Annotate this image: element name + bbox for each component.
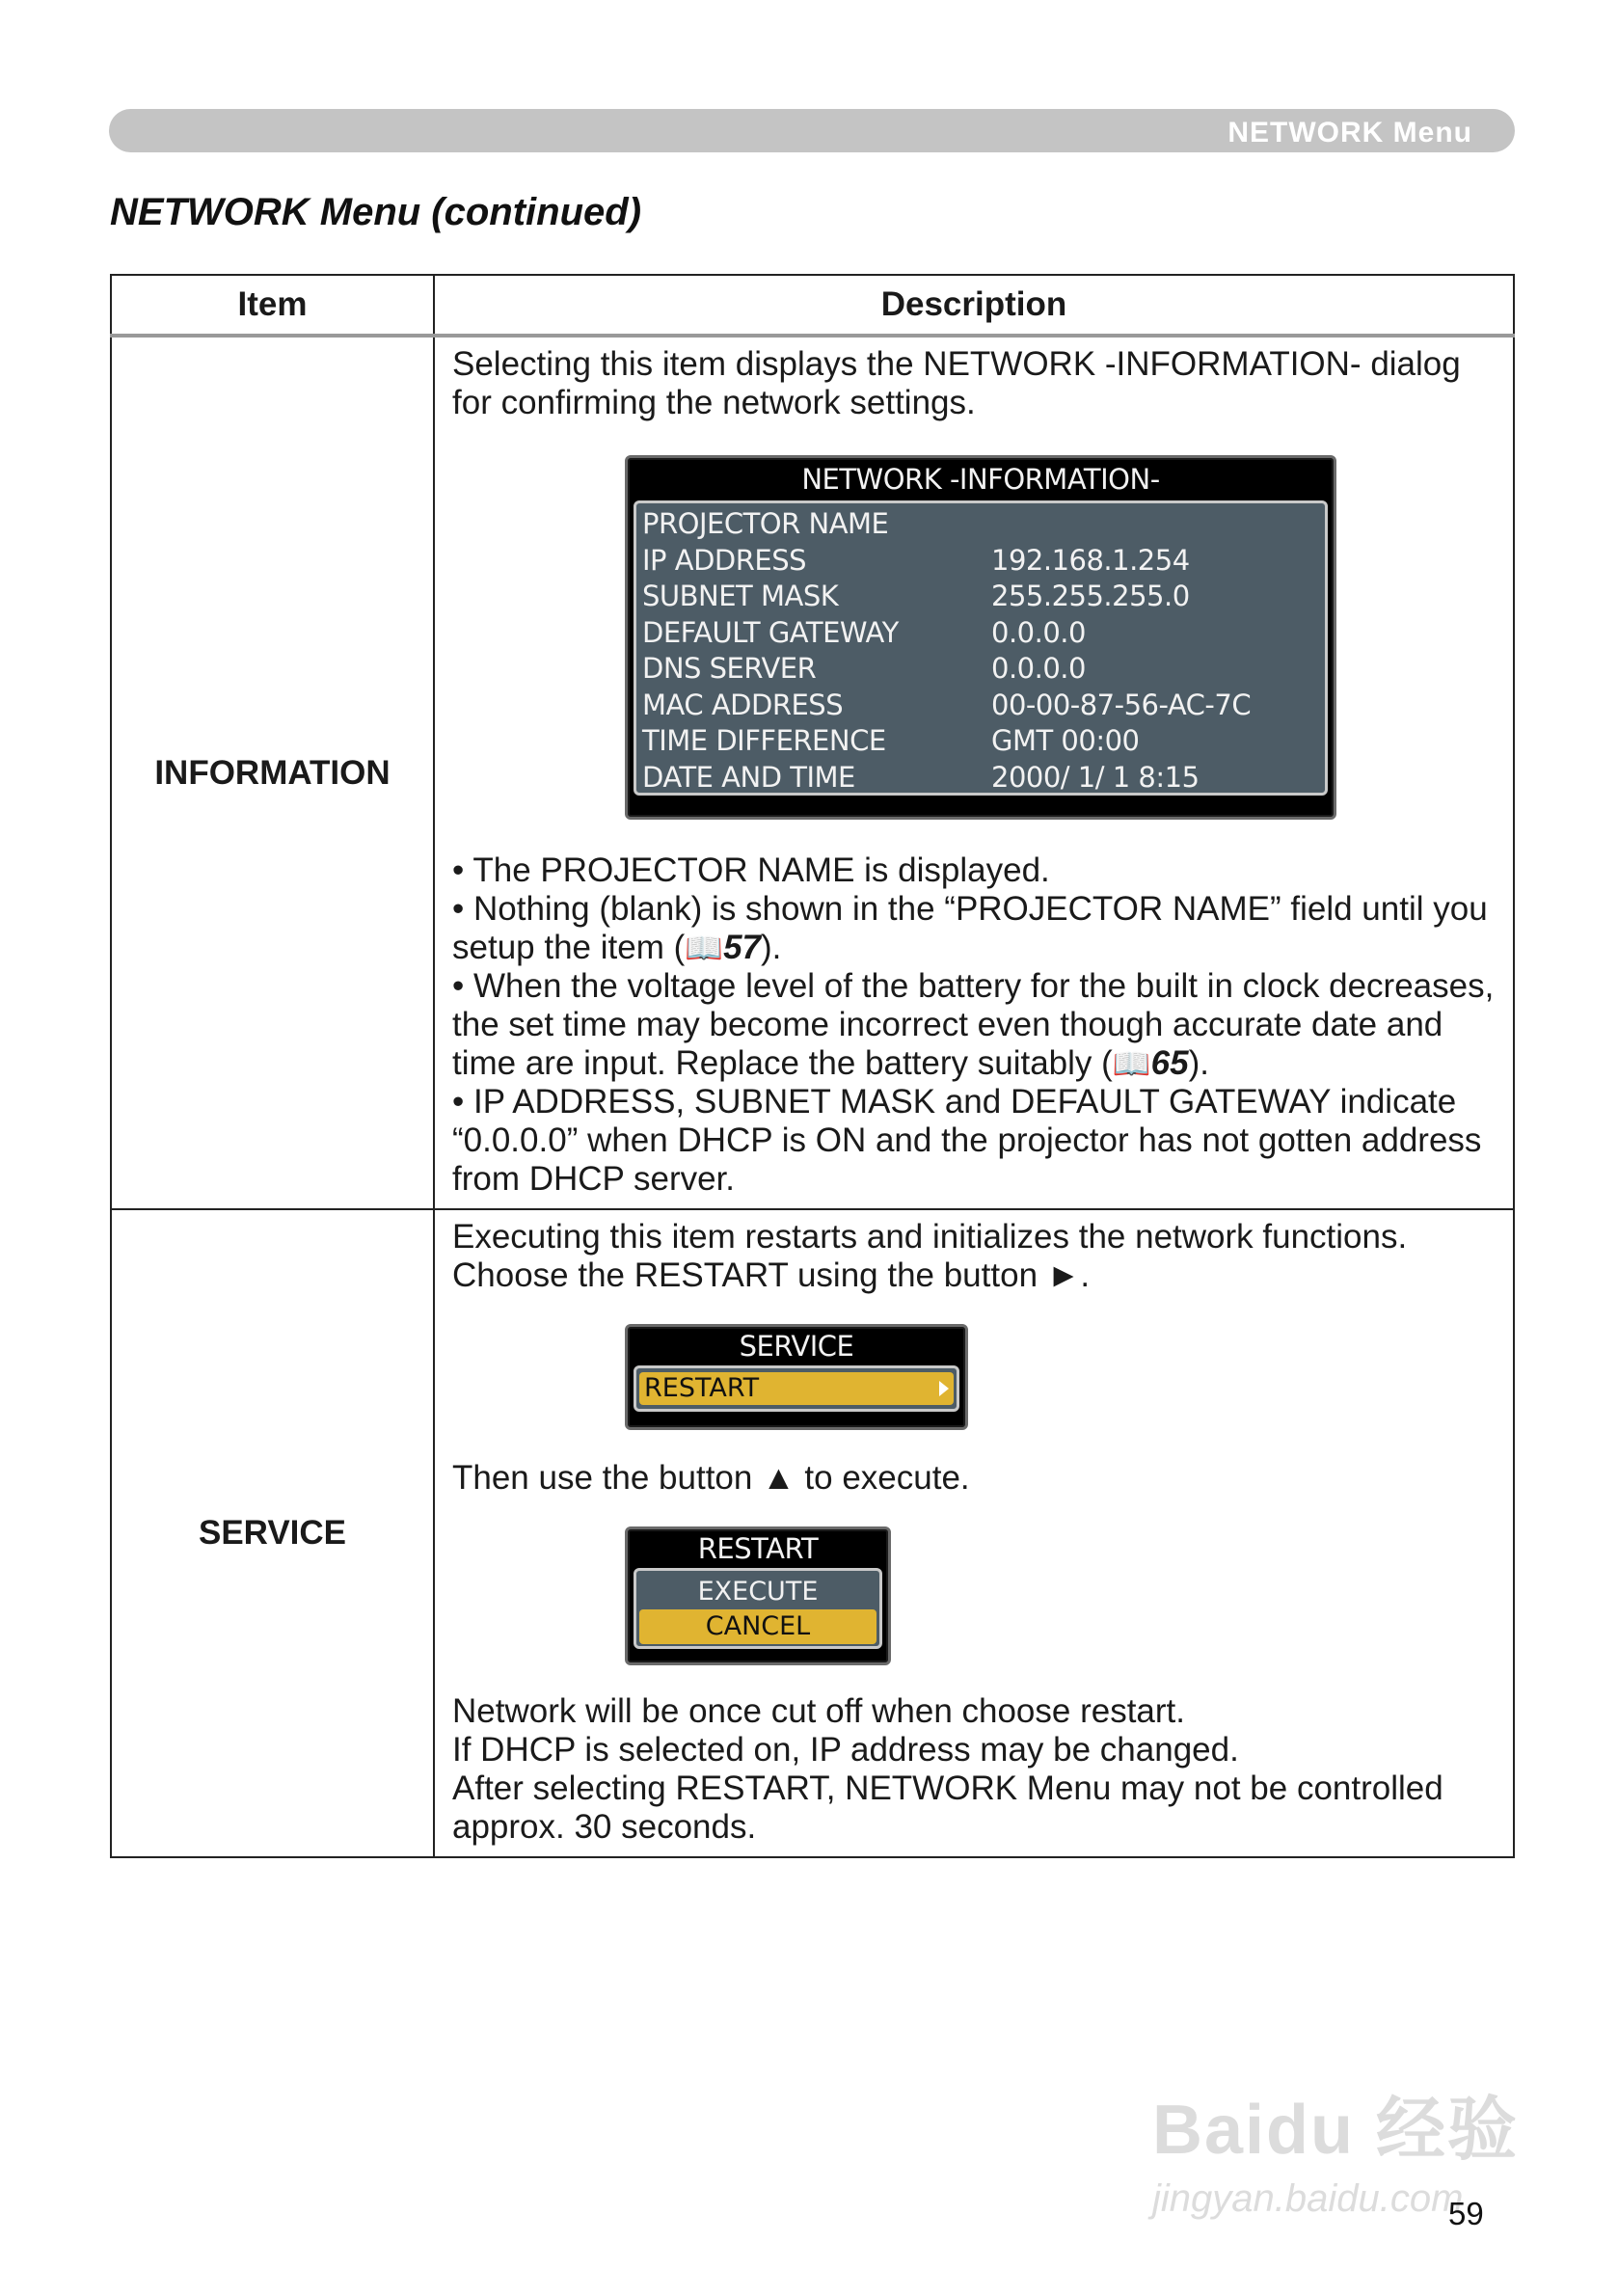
info-value: 255.255.255.0 bbox=[991, 580, 1190, 612]
info-label: DEFAULT GATEWAY bbox=[642, 615, 899, 649]
service-then-text: Then use the button ▲ to execute. bbox=[452, 1459, 970, 1497]
service-note-2: If DHCP is selected on, IP address may be changed. bbox=[452, 1731, 1239, 1769]
execute-option[interactable]: EXECUTE bbox=[697, 1577, 819, 1607]
info-row-projector-name bbox=[642, 506, 1319, 543]
watermark-logo: Baidu 经验 bbox=[1152, 2092, 1520, 2169]
column-header-description: Description bbox=[434, 275, 1514, 336]
table-header-row bbox=[111, 275, 1514, 336]
dialog-title: RESTART bbox=[697, 1532, 819, 1565]
dialog-body bbox=[634, 500, 1328, 796]
network-information-dialog bbox=[625, 455, 1336, 820]
info-value: 0.0.0.0 bbox=[991, 652, 1086, 685]
item-name-information: INFORMATION bbox=[111, 336, 434, 1209]
dialog-title: SERVICE bbox=[739, 1330, 854, 1363]
info-row-default-gateway bbox=[642, 615, 1319, 652]
option-label: RESTART bbox=[644, 1373, 760, 1403]
description-information bbox=[434, 336, 1514, 1209]
service-note-3: After selecting RESTART, NETWORK Menu may not be controlled approx. 30 seconds. bbox=[452, 1769, 1453, 1846]
table-row-service bbox=[111, 1209, 1514, 1857]
info-value: 0.0.0.0 bbox=[991, 615, 1086, 649]
restart-option[interactable] bbox=[639, 1372, 954, 1405]
info-label: SUBNET MASK bbox=[642, 580, 839, 612]
description-service bbox=[434, 1209, 1514, 1857]
info-row-time-difference bbox=[642, 723, 1319, 760]
service-intro-1: Executing this item restarts and initializes the network functions. bbox=[452, 1218, 1408, 1256]
info-label: IP ADDRESS bbox=[642, 543, 807, 577]
dialog-title: NETWORK -INFORMATION- bbox=[801, 463, 1160, 496]
info-value: 2000/ 1/ 1 8:15 bbox=[991, 760, 1200, 794]
service-note-1: Network will be once cut off when choose restart. bbox=[452, 1692, 1186, 1730]
information-bullet-4: • IP ADDRESS, SUBNET MASK and DEFAULT GATEWAY indicate “0.0.0.0” when DHCP is ON and the projector has not gotten address from DHCP server. bbox=[452, 1083, 1492, 1198]
bullet-text: ). bbox=[761, 929, 782, 966]
info-row-subnet-mask bbox=[642, 579, 1319, 615]
info-value bbox=[991, 506, 1319, 543]
section-header-label: NETWORK Menu bbox=[1227, 117, 1472, 149]
info-value: GMT 00:00 bbox=[991, 724, 1140, 757]
table-row-information bbox=[111, 336, 1514, 1209]
information-bullet-2 bbox=[452, 890, 1497, 967]
column-header-item: Item bbox=[111, 275, 434, 336]
info-label: TIME DIFFERENCE bbox=[642, 724, 886, 757]
book-icon: 📖 bbox=[685, 931, 724, 965]
cancel-option[interactable]: CANCEL bbox=[639, 1609, 876, 1644]
info-row-date-and-time bbox=[642, 760, 1319, 797]
information-bullet-1: • The PROJECTOR NAME is displayed. bbox=[452, 851, 1050, 889]
info-row-mac-address bbox=[642, 688, 1319, 724]
item-name-service: SERVICE bbox=[111, 1209, 434, 1857]
bullet-text: • Nothing (blank) is shown in the “PROJECTOR NAME” field until you setup the item ( bbox=[452, 890, 1497, 966]
dialog-body bbox=[634, 1365, 959, 1412]
info-value: 00-00-87-56-AC-7C bbox=[991, 688, 1252, 721]
watermark-url: jingyan.baidu.com bbox=[1152, 2177, 1464, 2220]
bullet-text: ). bbox=[1188, 1044, 1209, 1082]
network-menu-table bbox=[110, 274, 1515, 1858]
dialog-body bbox=[634, 1568, 882, 1649]
section-header-bar bbox=[109, 109, 1515, 152]
service-intro-2: Choose the RESTART using the button ►. bbox=[452, 1256, 1091, 1294]
information-bullet-3 bbox=[452, 967, 1504, 1083]
info-row-ip-address bbox=[642, 543, 1319, 580]
bullet-text: • When the voltage level of the battery for the built in clock decreases, the set time may become incorrect even though accurate date and time are input. Replace the battery suitably ( bbox=[452, 967, 1504, 1082]
information-intro: Selecting this item displays the NETWORK -INFORMATION- dialog for confirming the network settings. bbox=[452, 345, 1470, 421]
page-reference: 57 bbox=[723, 929, 762, 966]
info-label: DNS SERVER bbox=[642, 652, 817, 685]
service-menu-dialog bbox=[625, 1324, 968, 1430]
info-label: MAC ADDRESS bbox=[642, 688, 844, 721]
info-row-dns-server bbox=[642, 651, 1319, 688]
info-label: PROJECTOR NAME bbox=[642, 507, 889, 540]
book-icon: 📖 bbox=[1112, 1046, 1151, 1081]
info-label: DATE AND TIME bbox=[642, 760, 855, 794]
restart-dialog bbox=[625, 1526, 891, 1665]
page-title: NETWORK Menu (continued) bbox=[110, 191, 642, 233]
page-reference: 65 bbox=[1150, 1044, 1189, 1082]
info-value: 192.168.1.254 bbox=[991, 543, 1190, 577]
page-number: 59 bbox=[1448, 2196, 1484, 2231]
arrow-right-icon bbox=[939, 1381, 949, 1396]
